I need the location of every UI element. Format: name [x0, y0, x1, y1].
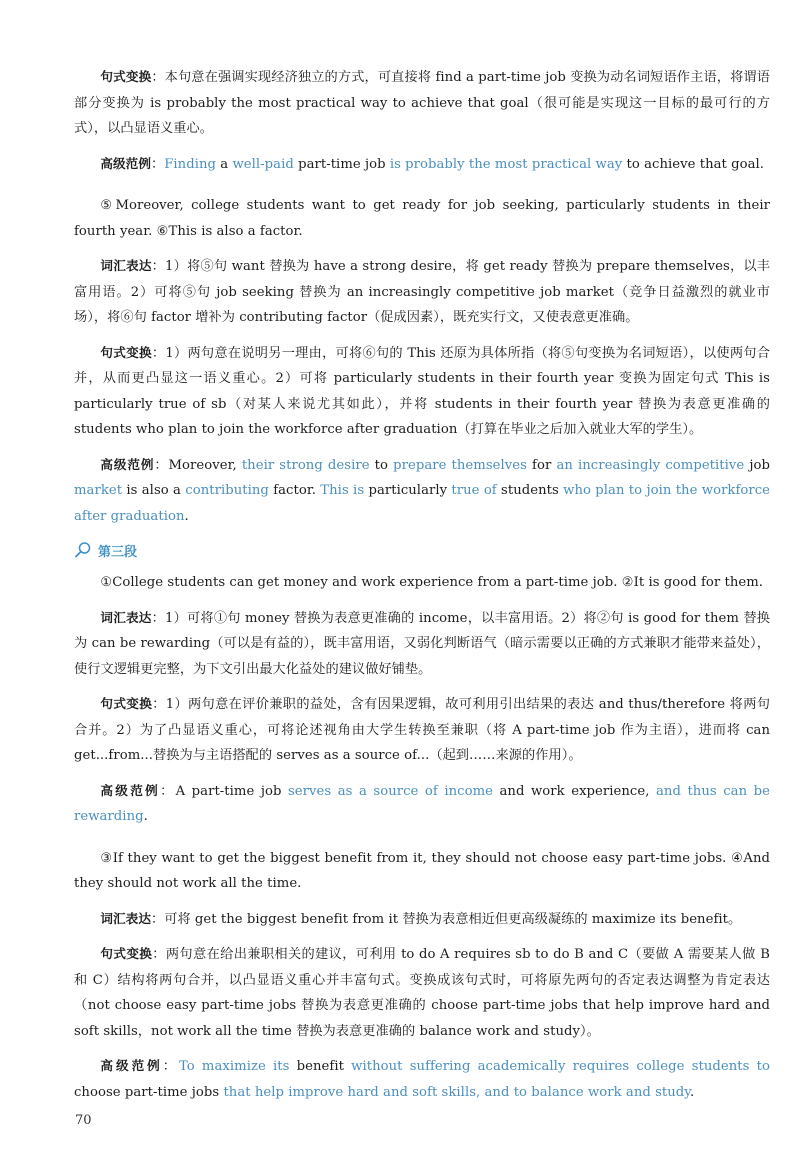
text-run: a — [216, 156, 233, 172]
highlighted-phrase: their strong desire — [241, 457, 370, 473]
text-run: part-time job — [293, 156, 390, 172]
highlighted-phrase: To maximize its — [178, 1059, 290, 1074]
paragraph-label: 句式变换 — [100, 946, 153, 961]
text-run: ：Moreover, — [154, 457, 242, 473]
paragraph — [74, 64, 770, 142]
highlighted-phrase: and thus can be rewarding — [74, 783, 770, 824]
paragraph — [74, 846, 770, 897]
text-run: job — [744, 457, 770, 473]
highlighted-phrase: serves as a source of income — [287, 783, 493, 799]
text-run: . — [690, 1084, 695, 1100]
text-run: and work experience, — [492, 783, 656, 799]
paragraph — [74, 340, 770, 443]
paragraph-label: 高级范例 — [100, 1058, 163, 1073]
text-run: benefit — [289, 1059, 352, 1074]
text-run: particularly — [364, 483, 452, 498]
paragraph-label: 句式变换 — [100, 696, 153, 711]
text-run: ③If they want to get the biggest benefit from it, they should not choose easy part-time jobs. ④And they should not work all the time. — [74, 850, 770, 891]
text-run: ：两句意在给出兼职相关的建议，可利用 to do A requires sb to do B and C（要做 A 需要某人做 B 和 C）结构将两句合并，以凸显语义重心并丰富句式。变换成该句式时，可将原先两句的否定表达调整为肯定表达（not choose easy part-time jobs 替换为表意更准确的 choose part-time jobs that help improve hard and soft skills，not work all the time 替换为表意更准确的 balance work and study）。 — [74, 947, 770, 1039]
paragraph-label: 句式变换 — [100, 69, 152, 84]
text-run: ： — [162, 1059, 179, 1074]
paragraph — [74, 941, 770, 1044]
highlighted-phrase: well-paid — [232, 156, 294, 172]
highlighted-phrase: true of — [451, 483, 497, 498]
paragraph — [74, 570, 770, 596]
text-run: is also a — [122, 483, 186, 498]
text-run: for — [526, 457, 557, 473]
highlighted-phrase: without suffering academically requires college students to — [351, 1059, 770, 1074]
paragraph — [74, 605, 770, 683]
paragraph — [74, 193, 770, 244]
highlighted-phrase: who plan to join the workforce after graduation — [74, 483, 771, 524]
text-run: ⑤Moreover, college students want to get ready for job seeking, particularly students in their fourth year. ⑥This is also a factor. — [74, 198, 770, 239]
paragraph-label: 词汇表达 — [100, 609, 152, 625]
text-run: ：1）两句意在评价兼职的益处，含有因果逻辑，故可利用引出结果的表达 and thus/therefore 将两句合并。2）为了凸显语义重心，可将论述视角由大学生转换至兼职（将 A part-time job 作为主语），进而将 can get...from...替换为与主语搭配的 serves as a source of...（起到……来源的作用）。 — [74, 697, 770, 763]
magnifier-icon — [74, 541, 92, 559]
text-run: students — [496, 483, 564, 498]
text-run: to achieve that goal. — [622, 156, 765, 172]
text-run: ： — [150, 156, 165, 172]
text-run: to — [369, 457, 394, 473]
highlighted-phrase: market — [74, 483, 123, 498]
paragraph — [74, 691, 770, 769]
paragraph-label: 句式变换 — [100, 344, 152, 360]
page-number: 70 — [75, 1113, 92, 1128]
text-run: . — [184, 508, 189, 524]
section-heading — [74, 538, 770, 562]
text-run: ：本句意在强调实现经济独立的方式，可直接将 find a part-time job 变换为动名词短语作主语，将谓语部分变换为 is probably the most practical way to achieve that goal（很可能是实现这一目标的最可行的方式），以凸显语义重心。 — [74, 70, 770, 136]
highlighted-phrase: that help improve hard and soft skills, and to balance work and study — [223, 1084, 691, 1100]
paragraph-label: 高级范例 — [100, 155, 151, 171]
paragraph — [74, 906, 770, 933]
paragraph — [74, 1053, 770, 1105]
section-title: 第三段 — [98, 544, 138, 560]
text-run: ：1）两句意在说明另一理由，可将⑥句的 This 还原为具体所指（将⑤句变换为名词短语），以使两句合并，从而更凸显这一语义重心。2）可将 particularly students in their fourth year 变换为固定句式 This is particularly true of sb（对某人来说尤其如此），并将 students in their fourth year 替换为表意更准确的 students who plan to join the workforce after graduation（打算在毕业之后加入就业大军的学生）。 — [74, 345, 770, 437]
highlighted-phrase: prepare themselves — [393, 457, 527, 473]
text-run: ①College students can get money and work experience from a part-time job. ②It is good for them. — [100, 575, 764, 590]
text-run: choose part-time jobs — [74, 1084, 224, 1100]
paragraph — [74, 253, 770, 331]
paragraph — [74, 452, 770, 530]
text-run: ：可将 get the biggest benefit from it 替换为表意相近但更高级凝练的 maximize its benefit。 — [150, 911, 742, 927]
text-run: ：A part-time job — [160, 783, 288, 799]
paragraph-label: 词汇表达 — [100, 258, 152, 273]
paragraph-label: 高级范例 — [100, 456, 155, 472]
paragraph-label: 高级范例 — [100, 782, 161, 798]
text-run: ：1）将⑤句 want 替换为 have a strong desire，将 get ready 替换为 prepare themselves，以丰富用语。2）可将⑤句 job seeking 替换为 an increasingly competitive job market（竞争日益激烈的就业市场），将⑥句 factor 增补为 contributing factor（促成因素），既充实行文，又使表意更准确。 — [74, 259, 770, 325]
paragraph — [74, 151, 770, 178]
text-run: . — [143, 809, 148, 824]
paragraph-label: 词汇表达 — [100, 910, 151, 926]
text-run: ：1）可将①句 money 替换为表意更准确的 income，以丰富用语。2）将②句 is good for them 替换为 can be rewarding（可以是有益的），既丰富用语，又弱化判断语气（暗示需要以正确的方式兼职才能带来益处），使行文逻辑更完整，为下文引出最大化益处的建议做好铺垫。 — [74, 610, 770, 677]
highlighted-phrase: Finding — [164, 156, 217, 172]
highlighted-phrase: an increasingly competitive — [556, 457, 745, 473]
highlighted-phrase: This is — [320, 483, 365, 498]
text-run: factor. — [268, 483, 321, 498]
page-content — [74, 64, 770, 1105]
highlighted-phrase: contributing — [185, 483, 269, 498]
paragraph — [74, 778, 770, 830]
highlighted-phrase: is probably the most practical way — [389, 156, 623, 172]
